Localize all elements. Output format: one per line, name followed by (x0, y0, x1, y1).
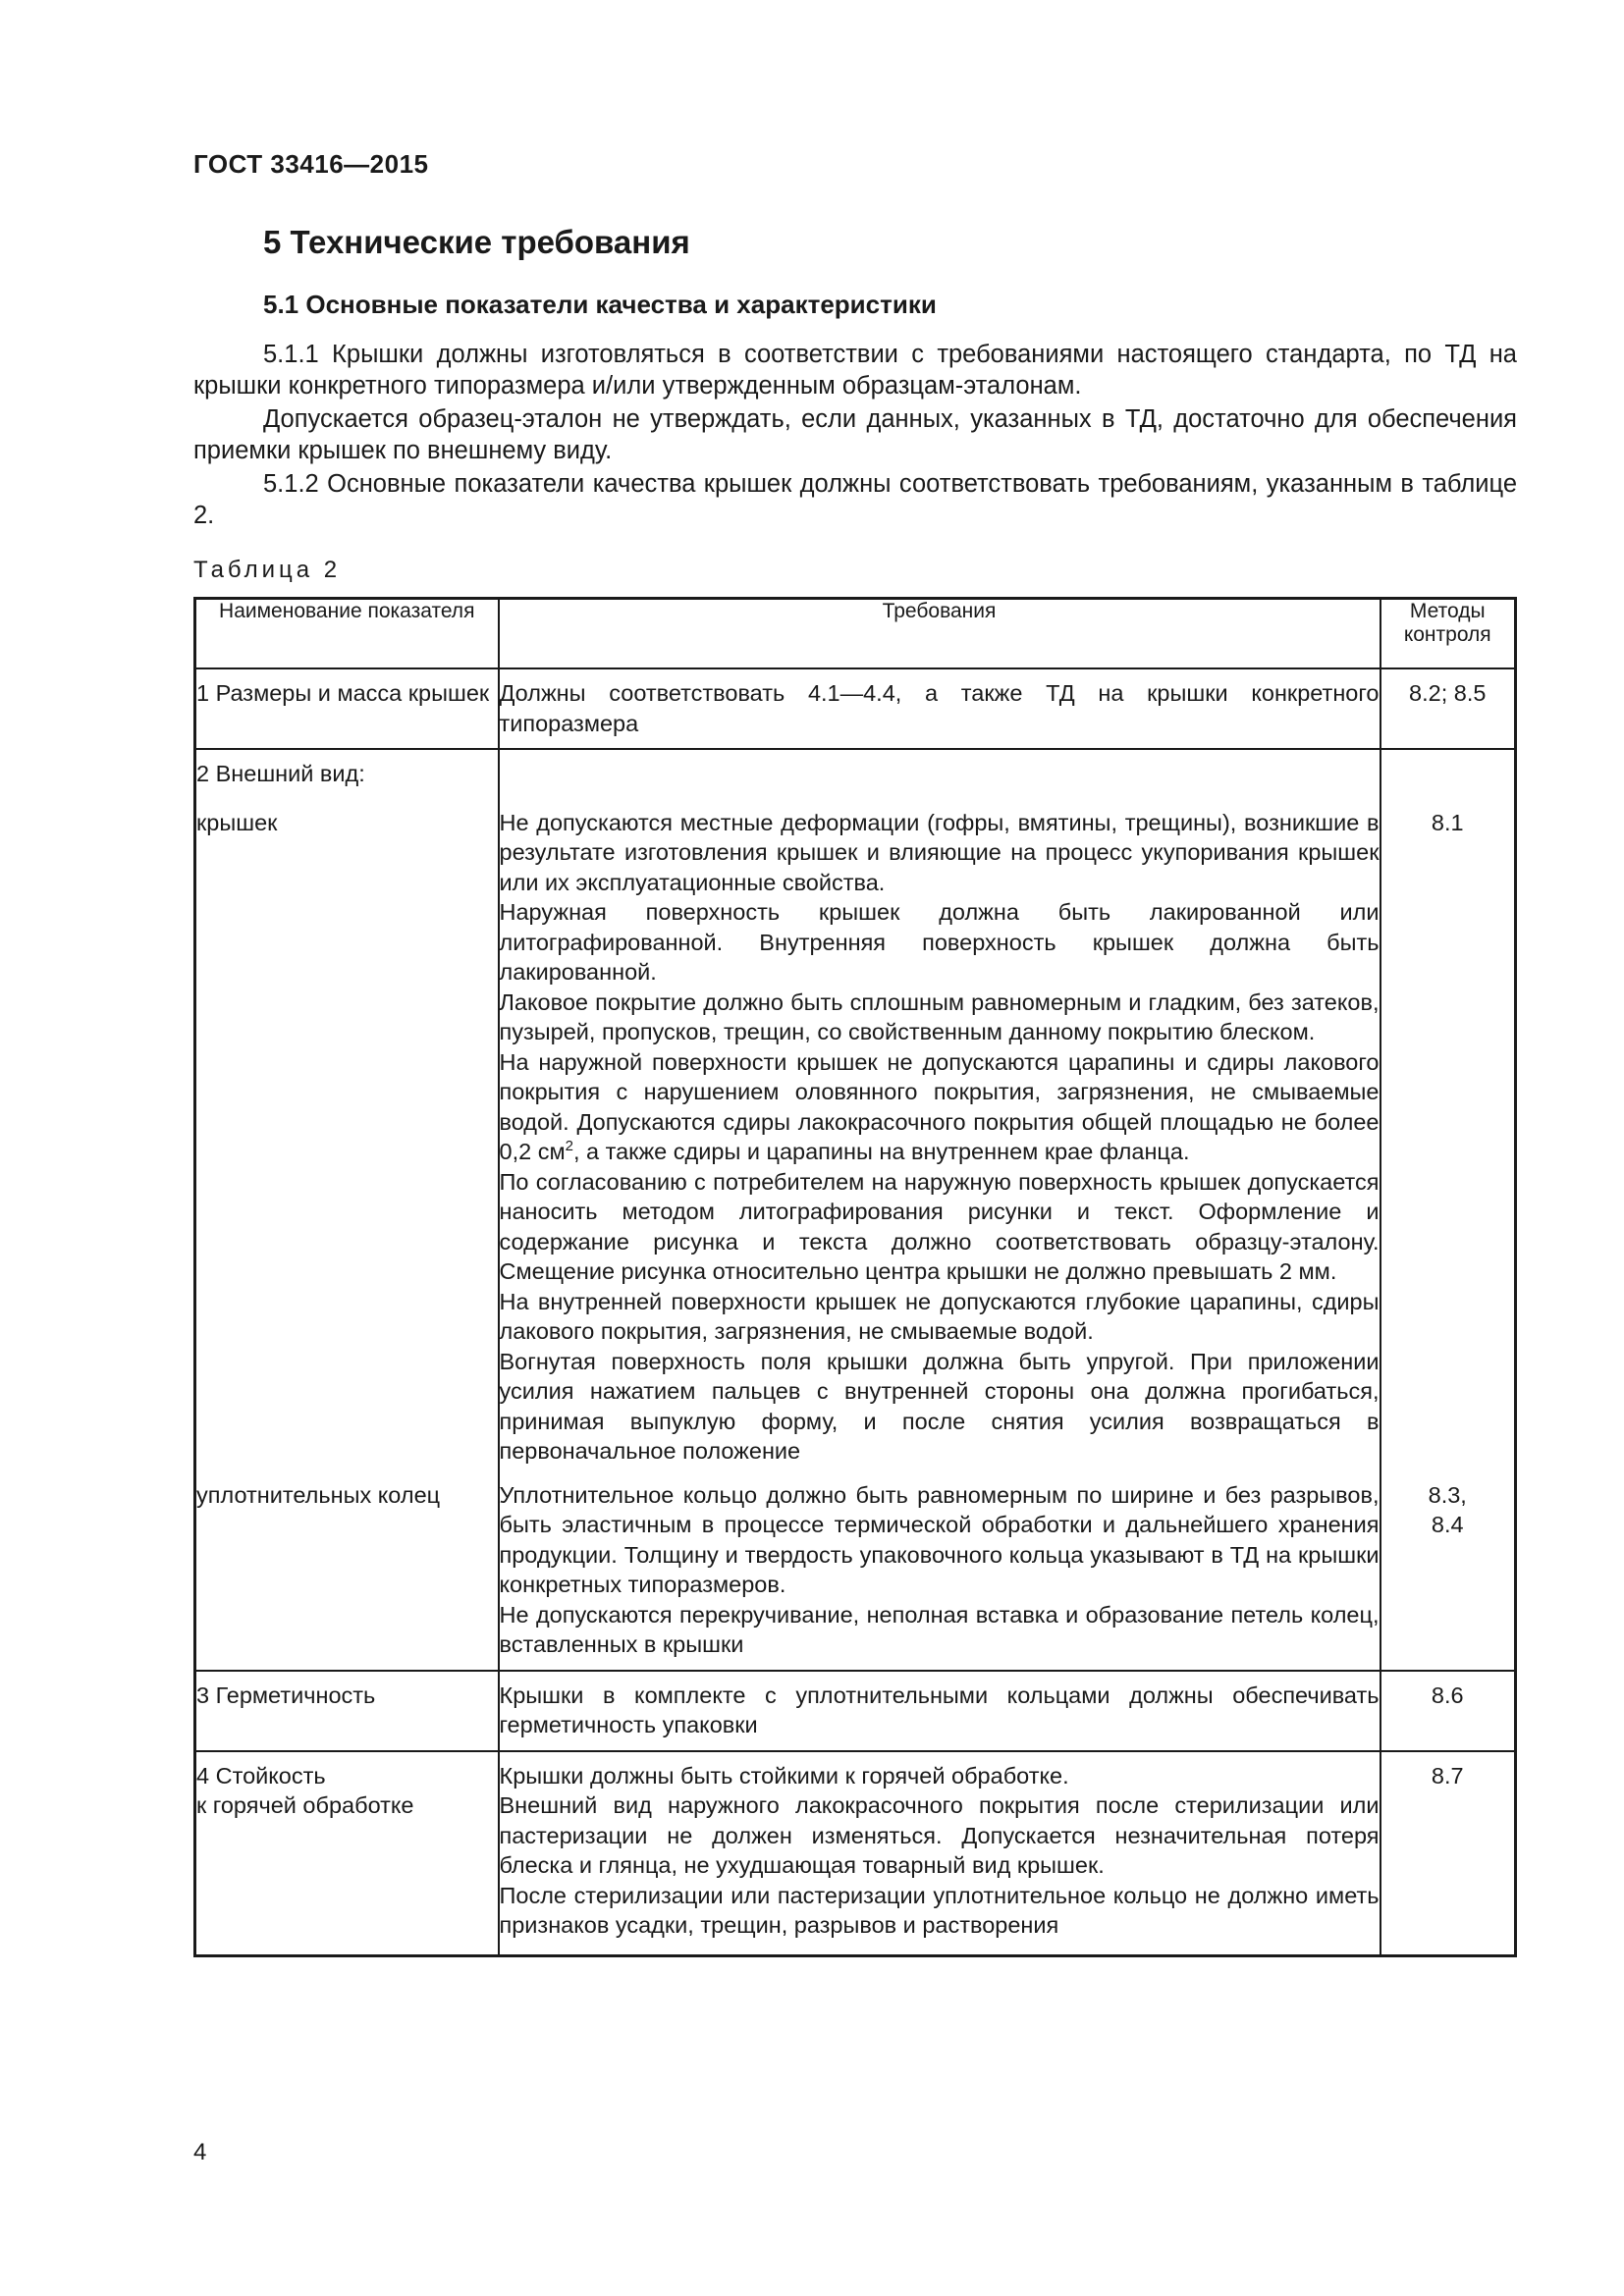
row-name-heat-resistance (195, 1751, 499, 1956)
row-method-dimensions: 8.2; 8.5 (1380, 668, 1516, 749)
area-superscript: 2 (565, 1138, 573, 1155)
table-row (195, 1476, 1516, 1671)
req-text: Не допускаются перекручивание, неполная вставка и образование петель колец, вставленных в крышки (499, 1601, 1380, 1657)
table-row (195, 1671, 1516, 1751)
row-name-dimensions: 1 Размеры и масса крышек (195, 668, 499, 749)
document-code-header: ГОСТ 33416—2015 (193, 149, 429, 179)
row-method-tightness: 8.6 (1380, 1671, 1516, 1751)
method-line: 8.3, (1428, 1481, 1467, 1508)
req-text: На внутренней поверхности крышек не допускаются глубокие царапины, сдиры лакового покрытия, загрязнения, не смываемые водой. (499, 1288, 1380, 1344)
paragraph-5-1-2: 5.1.2 Основные показатели качества крышек должны соответствовать требованиям, указанным в таблице 2. (193, 470, 1517, 529)
row-method-heat-resistance: 8.7 (1380, 1751, 1516, 1956)
name-line: к горячей обработке (196, 1792, 414, 1818)
table-row (195, 668, 1516, 749)
paragraph-5-1-1: 5.1.1 Крышки должны изготовляться в соответствии с требованиями настоящего стандарта, по ТД на крышки конкретного типоразмера и/или утвержденным образцам-эталонам. (193, 341, 1517, 400)
req-text: Лаковое покрытие должно быть сплошным равномерным и гладким, без затеков, пузырей, пропусков, трещин, со свойственным данному покрытию блеском. (499, 988, 1380, 1044)
table-header-row (195, 599, 1516, 669)
row-req-lids (499, 808, 1380, 1476)
row-req-heat-resistance (499, 1751, 1380, 1956)
req-text: По согласованию с потребителем на наружную поверхность крышек допускается наносить методом литографирования рисунки и текст. Оформление и содержание рисунка и текста должно соответствовать образцу-эталону. Смещение рисунка относительно центра крышки не должно превышать 2 мм. (499, 1168, 1380, 1284)
table-row (195, 808, 1516, 1476)
header-control-methods: Методы контроля (1380, 599, 1516, 669)
row-name-seal-rings: уплотнительных колец (195, 1476, 499, 1671)
req-text: Внешний вид наружного лакокрасочного покрытия после стерилизации или пастеризации не должен изменяться. Допускается незначительная потеря блеска и глянца, не ухудшающая товарный вид крышек. (499, 1792, 1380, 1878)
header-indicator-name: Наименование показателя (195, 599, 499, 669)
table-row (195, 749, 1516, 808)
table-caption: Таблица 2 (193, 557, 342, 583)
req-text: После стерилизации или пастеризации уплотнительное кольцо не должно иметь признаков усадки, трещин, разрывов и растворения (499, 1882, 1380, 1938)
req-text: Наружная поверхность крышек должна быть лакированной или литографированной. Внутренняя поверхность крышек должна быть лакированной. (499, 899, 1380, 985)
req-text-scratches: На наружной поверхности крышек не допускаются царапины и сдиры лакового покрытия с нарушением оловянного покрытия, загрязнения, не смываемые водой. Допускаются сдиры лакокрасочного покрытия общей площадью не более 0,2 см (499, 1048, 1380, 1164)
row-method-lids: 8.1 (1380, 808, 1516, 1476)
row-req-appearance-empty (499, 749, 1380, 808)
section-title: 5 Технические требования (263, 224, 690, 260)
row-group-appearance: 2 Внешний вид: (195, 749, 499, 808)
req-text: Уплотнительное кольцо должно быть равномерным по ширине и без разрывов, быть эластичным в процессе термической обработки и дальнейшего хранения продукции. Толщину и твердость упаковочного кольца указывают в ТД на крышки конкретных типоразмеров. (499, 1481, 1380, 1597)
paragraph-sample-approval: Допускается образец-эталон не утверждать, если данных, указанных в ТД, достаточно для обеспечения приемки крышек по внешнему виду. (193, 405, 1517, 464)
row-name-lids: крышек (195, 808, 499, 1476)
row-method-seal-rings (1380, 1476, 1516, 1671)
req-text: Не допускаются местные деформации (гофры, вмятины, трещины), возникшие в результате изготовления крышек и влияющие на процесс укупоривания крышек или их эксплуатационные свойства. (499, 809, 1380, 895)
header-requirements: Требования (499, 599, 1380, 669)
row-req-dimensions: Должны соответствовать 4.1—4.4, а также ТД на крышки конкретного типоразмера (499, 668, 1380, 749)
requirements-table (193, 597, 1517, 1957)
table-row (195, 1751, 1516, 1956)
req-text-scratches-tail: , а также сдиры и царапины на внутреннем крае фланца. (572, 1139, 1190, 1164)
page-number: 4 (193, 2139, 207, 2165)
row-method-appearance-empty (1380, 749, 1516, 808)
row-req-seal-rings (499, 1476, 1380, 1671)
req-text (500, 1047, 1380, 1167)
name-line: 4 Стойкость (196, 1762, 326, 1789)
method-line: 8.4 (1431, 1512, 1464, 1537)
req-text: Вогнутая поверхность поля крышки должна быть упругой. При приложении усилия нажатием пальцев с внутренней стороны она должна прогибаться, принимая выпуклую форму, и после снятия усилия возвращаться в первоначальное положение (499, 1348, 1380, 1464)
subsection-title: 5.1 Основные показатели качества и характеристики (263, 290, 937, 319)
req-text: Крышки должны быть стойкими к горячей обработке. (499, 1762, 1069, 1789)
row-req-tightness: Крышки в комплекте с уплотнительными кольцами должны обеспечивать герметичность упаковки (499, 1671, 1380, 1751)
row-name-tightness: 3 Герметичность (195, 1671, 499, 1751)
